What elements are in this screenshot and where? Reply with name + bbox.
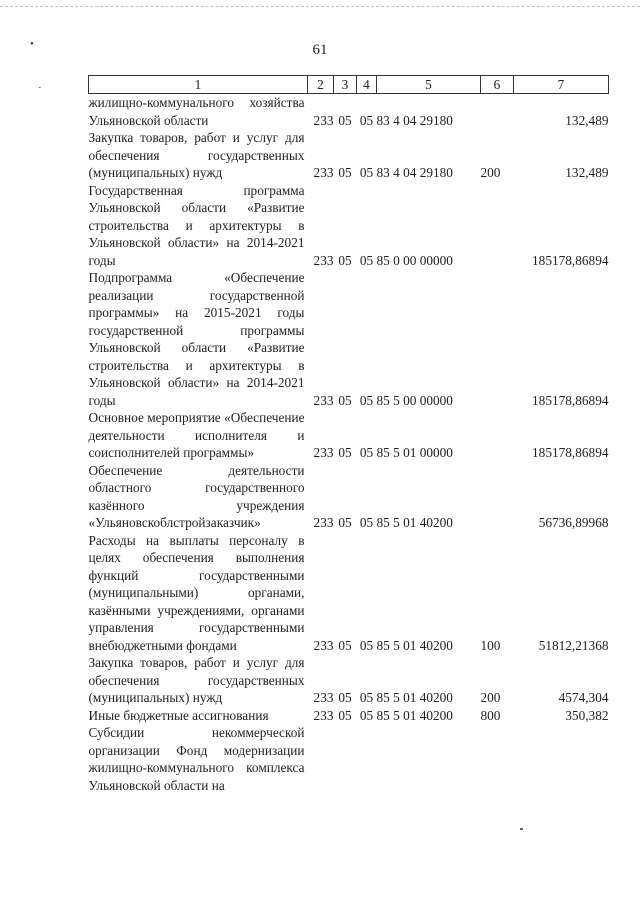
row-section: 05 <box>338 515 352 530</box>
row-name: Основное мероприятие «Обеспечение деятельности исполнителя и соисполнителей программы» <box>88 410 305 460</box>
table-row <box>89 462 609 532</box>
table-row <box>89 182 609 270</box>
row-sum: 56736,89968 <box>538 515 609 530</box>
row-section: 05 <box>338 637 352 653</box>
row-subsection: 05 <box>359 112 374 128</box>
row-adm-code: 233 <box>313 165 334 180</box>
budget-table <box>88 75 609 794</box>
row-adm-code: 233 <box>313 515 334 530</box>
row-subsection: 05 <box>359 252 374 268</box>
row-expense-type: 800 <box>480 707 501 723</box>
row-name: Закупка товаров, работ и услуг для обеспечения государственных (муниципальных) нужд <box>88 130 305 180</box>
row-adm-code: 233 <box>313 252 334 268</box>
row-section: 05 <box>338 252 352 268</box>
row-expense-type <box>481 94 514 130</box>
scan-mark: · <box>38 82 42 94</box>
row-section: 05 <box>338 707 352 723</box>
header-col-target-article: 5 <box>377 76 481 94</box>
row-target-article: 85 5 01 40200 <box>376 690 453 705</box>
table-row <box>89 409 609 462</box>
page-number: 61 <box>312 42 328 58</box>
row-name: Подпрограмма «Обеспечение реализации государственной программы» на 2015-2021 годы государственной программы Ульяновской области «Развитие строительства и архитектуры в Ульяновской области» на 2014-2021 годы <box>88 270 305 408</box>
row-name: Субсидии некоммерческой организации Фонд модернизации жилищно-коммунального комплекса Ульяновской области на <box>88 725 305 793</box>
row-sum: 51812,21368 <box>538 637 609 653</box>
row-adm-code: 233 <box>313 707 334 723</box>
row-expense-type <box>481 724 514 794</box>
row-sum <box>514 724 609 794</box>
row-section: 05 <box>338 112 352 128</box>
header-col-section: 3 <box>334 76 357 94</box>
row-target-article: 85 5 01 40200 <box>376 707 453 723</box>
row-sum: 185178,86894 <box>532 392 609 408</box>
table-row <box>89 532 609 655</box>
row-sum: 132,489 <box>565 165 609 180</box>
row-target-article: 83 4 04 29180 <box>376 165 453 180</box>
row-expense-type <box>481 182 514 270</box>
row-adm-code: 233 <box>313 690 334 705</box>
row-section: 05 <box>338 690 352 705</box>
table-row <box>89 707 609 725</box>
table-row <box>89 724 609 794</box>
row-subsection: 05 <box>359 707 374 723</box>
row-adm-code: 233 <box>313 445 334 460</box>
table-row <box>89 269 609 409</box>
row-target-article <box>377 724 481 794</box>
row-subsection <box>357 724 377 794</box>
row-section: 05 <box>338 392 352 408</box>
row-adm-code <box>308 724 334 794</box>
row-adm-code: 233 <box>313 112 334 128</box>
row-subsection: 05 <box>359 515 374 530</box>
row-expense-type: 200 <box>480 690 501 705</box>
row-section: 05 <box>338 165 352 180</box>
header-col-expense-type: 6 <box>481 76 514 94</box>
row-adm-code: 233 <box>313 637 334 653</box>
row-target-article: 83 4 04 29180 <box>376 112 453 128</box>
row-sum: 185178,86894 <box>532 252 609 268</box>
row-name: Обеспечение деятельности областного государственного казённого учреждения «Ульяновскоблстройзаказчик» <box>88 462 305 530</box>
row-expense-type: 100 <box>480 637 501 653</box>
row-subsection: 05 <box>359 165 374 180</box>
table-row <box>89 94 609 130</box>
row-sum: 350,382 <box>565 707 609 723</box>
row-adm-code: 233 <box>313 392 334 408</box>
row-subsection: 05 <box>359 637 374 653</box>
header-col-sum: 7 <box>514 76 609 94</box>
row-target-article: 85 5 01 40200 <box>376 637 453 653</box>
row-target-article: 85 5 00 00000 <box>376 392 453 408</box>
row-name: Государственная программа Ульяновской области «Развитие строительства и архитектуры в Ульяновской области» на 2014-2021 годы <box>88 182 305 268</box>
scan-edge <box>0 6 640 8</box>
row-name: Расходы на выплаты персоналу в целях обеспечения выполнения функций государственными (муниципальными) органами, казёнными учреждениями, органами управления государственными внебюджетными фондами <box>88 532 305 653</box>
row-name: Закупка товаров, работ и услуг для обеспечения государственных (муниципальных) нужд <box>88 655 305 705</box>
row-subsection: 05 <box>359 445 374 460</box>
row-section: 05 <box>338 445 352 460</box>
header-col-name: 1 <box>89 76 308 94</box>
row-expense-type: 200 <box>480 165 501 180</box>
row-sum: 185178,86894 <box>532 445 609 460</box>
scan-mark <box>520 828 523 830</box>
row-expense-type <box>481 269 514 409</box>
row-subsection: 05 <box>359 392 374 408</box>
row-subsection: 05 <box>359 690 374 705</box>
table-header-row <box>89 76 609 94</box>
row-expense-type <box>481 409 514 462</box>
header-col-subsection: 4 <box>357 76 377 94</box>
row-section <box>334 724 357 794</box>
row-target-article: 85 5 01 00000 <box>376 445 453 460</box>
table-row <box>89 654 609 707</box>
scan-mark: • <box>30 38 34 50</box>
table-row <box>89 129 609 182</box>
row-target-article: 85 5 01 40200 <box>376 515 453 530</box>
row-target-article: 85 0 00 00000 <box>376 252 453 268</box>
row-name: жилищно-коммунального хозяйства Ульяновской области <box>88 95 305 128</box>
row-name: Иные бюджетные ассигнования <box>88 707 269 723</box>
header-col-adm: 2 <box>308 76 334 94</box>
row-expense-type <box>481 462 514 532</box>
row-sum: 4574,304 <box>558 690 609 705</box>
row-sum: 132,489 <box>565 112 609 128</box>
